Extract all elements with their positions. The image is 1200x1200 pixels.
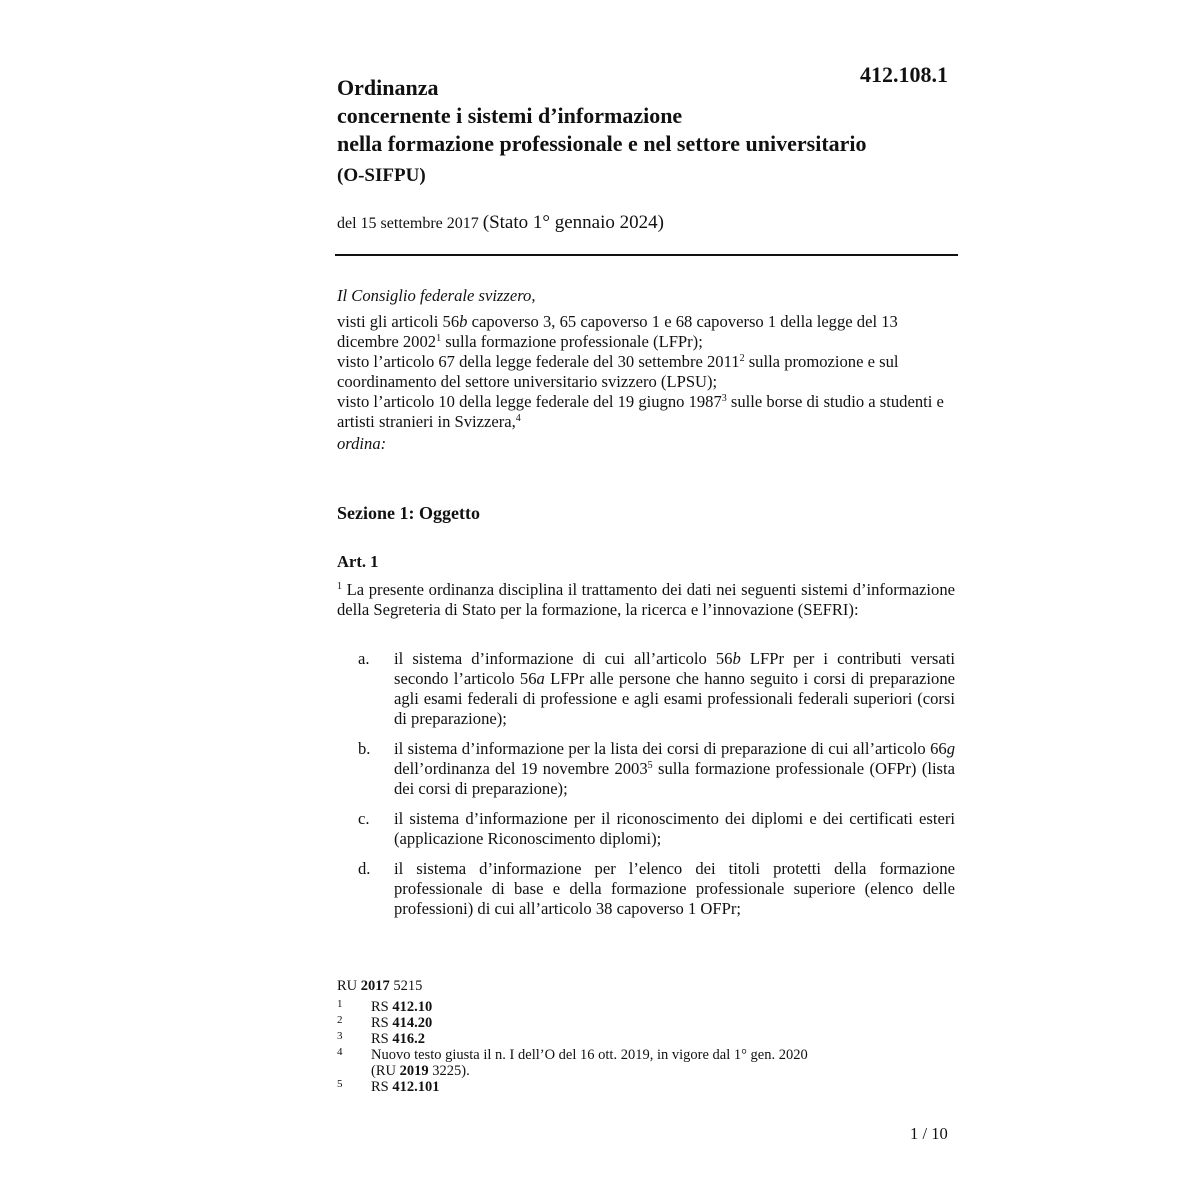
footnote: 3 RS 416.2 — [337, 1030, 425, 1047]
title-divider — [335, 254, 958, 256]
preamble — [337, 286, 957, 454]
title-line-1: Ordinanza — [337, 75, 439, 100]
paragraph-number: 1 — [337, 581, 342, 592]
council-line: Il Consiglio federale svizzero, — [337, 286, 536, 305]
ordina-line: ordina: — [337, 434, 387, 453]
list-item: b. il sistema d’informazione per la lista dei corsi di preparazione di cui all’articolo 66g dell’ordinanza del 19 novembre 2003$^5$ sulla formazione professionale (OFPr) (lista dei corsi di preparazione); — [358, 739, 955, 798]
footnote-ref[interactable]: 1 — [436, 333, 442, 344]
article-paragraph: $^1$ La presente ordinanza disciplina il trattamento dei dati nei seguenti sistemi d’informazione della Segreteria di Stato per la formazione, la ricerca e l’innovazione (SEFRI): — [337, 580, 955, 619]
title-line-3: nella formazione professionale e nel settore universitario — [337, 131, 867, 156]
list-marker: d. — [358, 859, 371, 878]
footnote-ref[interactable]: 5 — [647, 760, 653, 771]
list-item: a. il sistema d’informazione di cui all’articolo 56b LFPr per i contributi versati secondo l’articolo 56a LFPr alle persone che hanno seguito i corsi di preparazione agli esami federali di professione e agli esami professionali federali superiori (corsi di preparazione); — [358, 649, 955, 728]
footnote-ref[interactable]: 4 — [515, 413, 521, 424]
legal-basis-2: visto l’articolo 67 della legge federale del 30 settembre 2011$^2$ sulla promozione e sul coordinamento del settore universitario svizzero (LPSU); — [337, 352, 899, 391]
legal-basis-3: visto l’articolo 10 della legge federale del 19 giugno 1987$^3$ sulle borse di studio a studenti e artisti stranieri in Svizzera,$^4$ — [337, 392, 944, 431]
ordinance-date — [337, 212, 664, 234]
page-number: 1 / 10 — [910, 1124, 948, 1143]
legal-basis-1: visti gli articoli 56b capoverso 3, 65 capoverso 1 e 68 capoverso 1 della legge del 13 dicembre 2002$^1$ sulla formazione professionale (LFPr); — [337, 312, 898, 351]
article-list — [337, 649, 955, 929]
list-marker: a. — [358, 649, 370, 668]
list-marker: b. — [358, 739, 371, 758]
list-item: c. il sistema d’informazione per il riconoscimento dei diplomi e dei certificati esteri (applicazione Riconoscimento diplomi); — [358, 809, 955, 848]
footnotes — [337, 978, 957, 1095]
sr-number: 412.108.1 — [860, 62, 948, 87]
list-item: d. il sistema d’informazione per l’elenco dei titoli protetti della formazione professionale di base e della formazione professionale superiore (elenco delle professioni) di cui all’articolo 38 capoverso 1 OFPr; — [358, 859, 955, 918]
ordinance-title — [337, 74, 957, 194]
footnote: 1 RS 412.10 — [337, 998, 433, 1015]
footnote: 4 Nuovo testo giusta il n. I dell’O del 16 ott. 2019, in vigore dal 1° gen. 2020 (RU 2019 3225). — [337, 1046, 808, 1079]
title-line-2: concernente i sistemi d’informazione — [337, 103, 683, 128]
date-text: del 15 settembre 2017 — [337, 215, 479, 232]
list-marker: c. — [358, 809, 370, 828]
article-title: Art. 1 — [337, 552, 379, 571]
footnote-ref[interactable]: 3 — [721, 393, 727, 404]
footnote: 5 RS 412.101 — [337, 1078, 440, 1095]
status-date: (Stato 1° gennaio 2024) — [482, 212, 664, 233]
section-title: Sezione 1: Oggetto — [337, 503, 480, 523]
footnote: 2 RS 414.20 — [337, 1014, 433, 1031]
title-abbreviation: (O-SIFPU) — [337, 165, 426, 186]
footnote-ref[interactable]: 2 — [739, 353, 745, 364]
ru-reference: RU 2017 5215 — [337, 978, 423, 994]
